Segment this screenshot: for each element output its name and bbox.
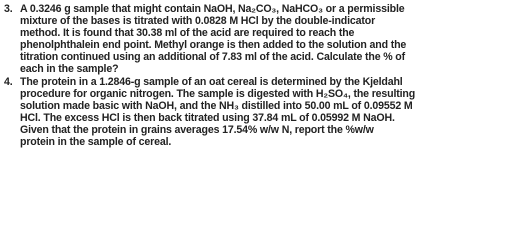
problem-3 (4, 3, 506, 76)
problem-line: phenolphthalein end point. Methyl orange is then added to the solution and the (20, 39, 407, 52)
problem-line: mixture of the bases is titrated with 0.0828 M HCl by the double-indicator (20, 15, 376, 28)
problem-4 (4, 76, 506, 149)
problem-line: Given that the protein in grains averages 17.54% w/w N, report the %w/w (20, 123, 374, 136)
problem-line: HCl. The excess HCl is then back titrated using 37.84 mL of 0.05992 M NaOH. (20, 111, 395, 124)
problem-number: 3. (4, 3, 13, 15)
problem-line: method. It is found that 30.38 ml of the acid are required to reach the (20, 27, 355, 40)
problem-number: 4. (4, 75, 13, 88)
problem-set (4, 3, 506, 148)
problem-text (20, 3, 506, 76)
problem-text (20, 76, 506, 149)
problem-line: solution made basic with NaOH, and the NH₃ distilled into 50.00 mL of 0.09552 M (20, 99, 413, 112)
problem-line: each in the sample? (20, 63, 119, 76)
problem-line: protein in the sample of cereal. (20, 136, 172, 149)
problem-line: A 0.3246 g sample that might contain NaOH, Na₂CO₃, NaHCO₃ or a permissible (20, 3, 405, 15)
problem-line: procedure for organic nitrogen. The sample is digested with H₂SO₄, the resulting (20, 87, 416, 100)
problem-line: The protein in a 1.2846-g sample of an oat cereal is determined by the Kjeldahl (20, 75, 403, 88)
problem-line: titration continued using an additional of 7.83 ml of the acid. Calculate the % of (20, 51, 406, 64)
